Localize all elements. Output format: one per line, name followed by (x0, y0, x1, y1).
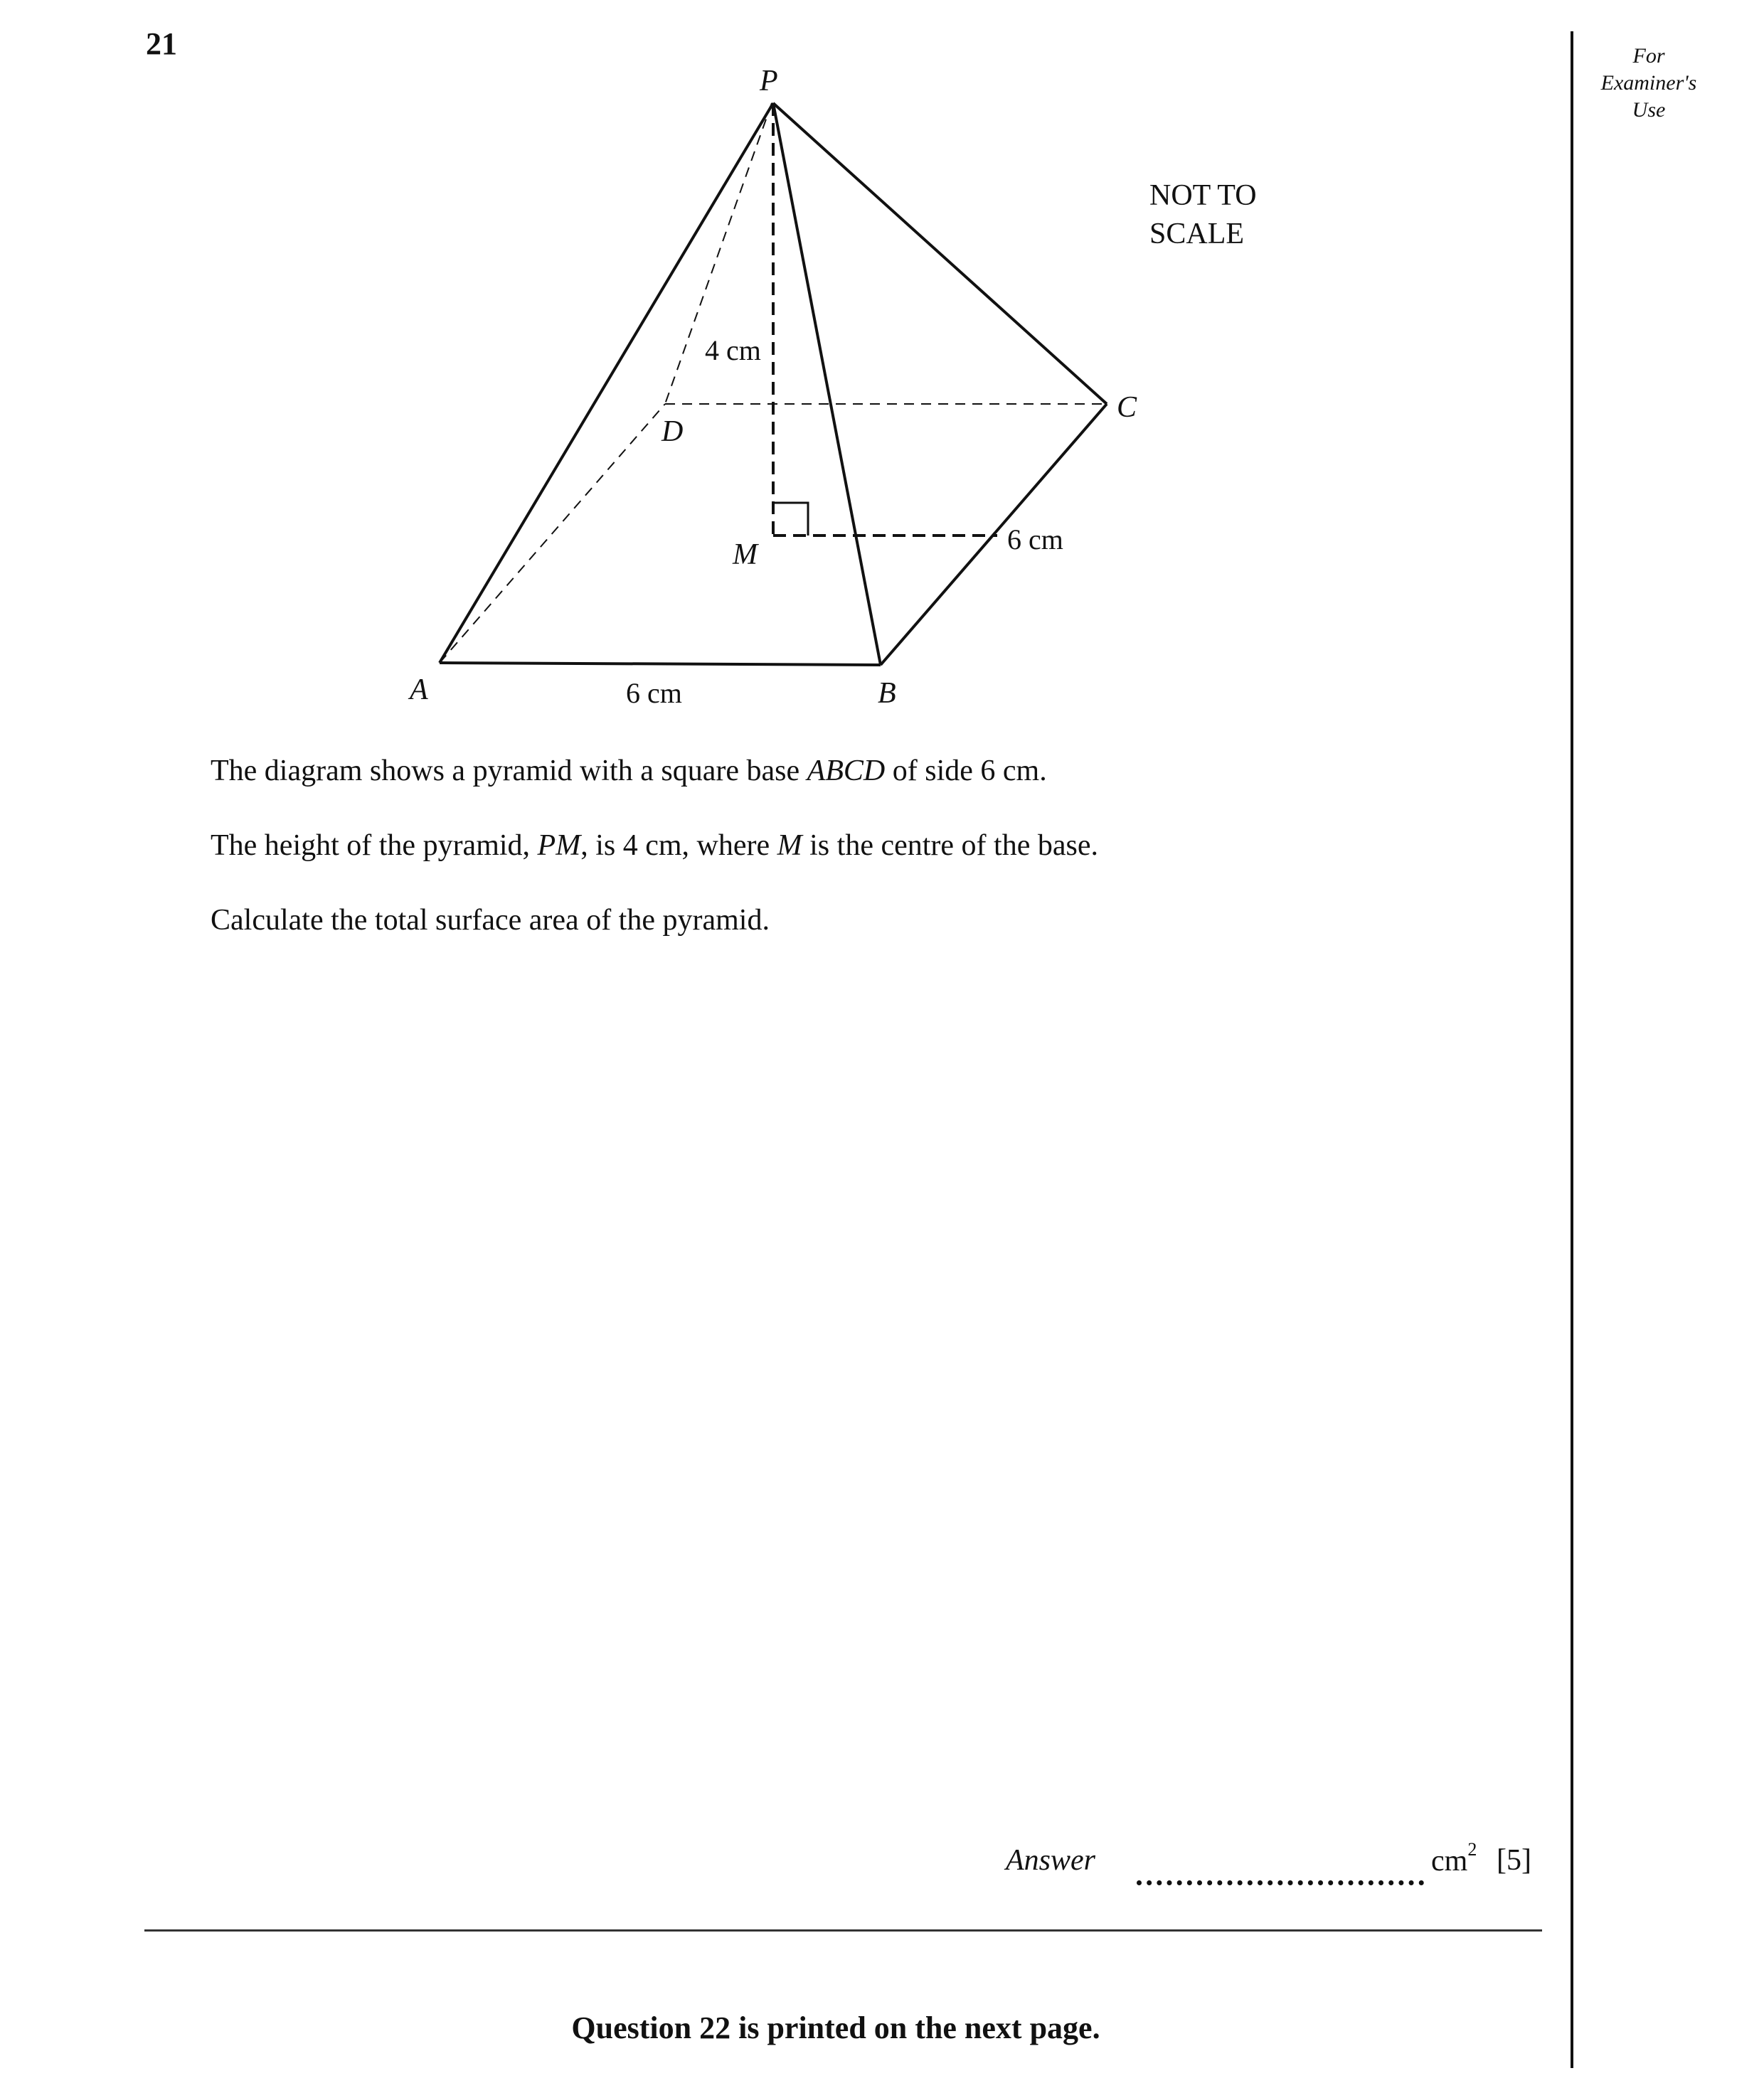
answer-marks: [5] (1497, 1844, 1531, 1877)
answer-unit-base: cm (1431, 1845, 1468, 1877)
right-angle-marker (773, 503, 808, 536)
edge-ab (440, 663, 881, 665)
label-ab: 6 cm (626, 677, 682, 709)
edge-pa (440, 103, 773, 663)
answer-unit (1431, 1839, 1477, 1878)
label-a: A (410, 673, 428, 706)
question-number: 21 (146, 26, 177, 61)
label-height: 4 cm (705, 334, 761, 366)
height-lines (773, 103, 997, 536)
label-c: C (1117, 391, 1137, 424)
label-p: P (760, 65, 778, 97)
answer-label: Answer (1006, 1844, 1095, 1877)
q2-text-d: M (777, 829, 802, 862)
label-m: M (733, 538, 758, 571)
examiner-line-2: Examiner's (1600, 71, 1697, 95)
q1-text-a: The diagram shows a pyramid with a square base (211, 755, 807, 787)
q2-text-e: is the centre of the base. (802, 829, 1098, 862)
edge-pb (773, 103, 881, 665)
edge-ad (440, 404, 665, 663)
question-line-2 (211, 827, 1098, 864)
label-d: D (662, 415, 684, 448)
footer-note: Question 22 is printed on the next page. (571, 2010, 1100, 2045)
not-to-scale-line-2: SCALE (1149, 218, 1245, 250)
examiner-line-3: Use (1632, 98, 1666, 122)
question-line-1 (211, 752, 1047, 789)
bottom-divider (144, 1929, 1542, 1932)
answer-input-line[interactable] (1137, 1880, 1424, 1885)
q2-text-b: PM (537, 829, 581, 862)
answer-unit-power: 2 (1467, 1839, 1477, 1860)
pyramid-diagram (0, 0, 1764, 740)
label-bc: 6 cm (1007, 523, 1063, 555)
q1-text-c: of side 6 cm. (885, 755, 1047, 787)
answer-row (1003, 1839, 1544, 1886)
q1-text-b: ABCD (807, 755, 886, 787)
q2-text-c: , is 4 cm, where (580, 829, 777, 862)
question-line-3: Calculate the total surface area of the pyramid. (211, 904, 770, 937)
label-b: B (878, 677, 896, 710)
examiner-line-1: For (1632, 44, 1665, 68)
q2-text-a: The height of the pyramid, (211, 829, 538, 862)
not-to-scale-line-1: NOT TO (1149, 179, 1257, 212)
